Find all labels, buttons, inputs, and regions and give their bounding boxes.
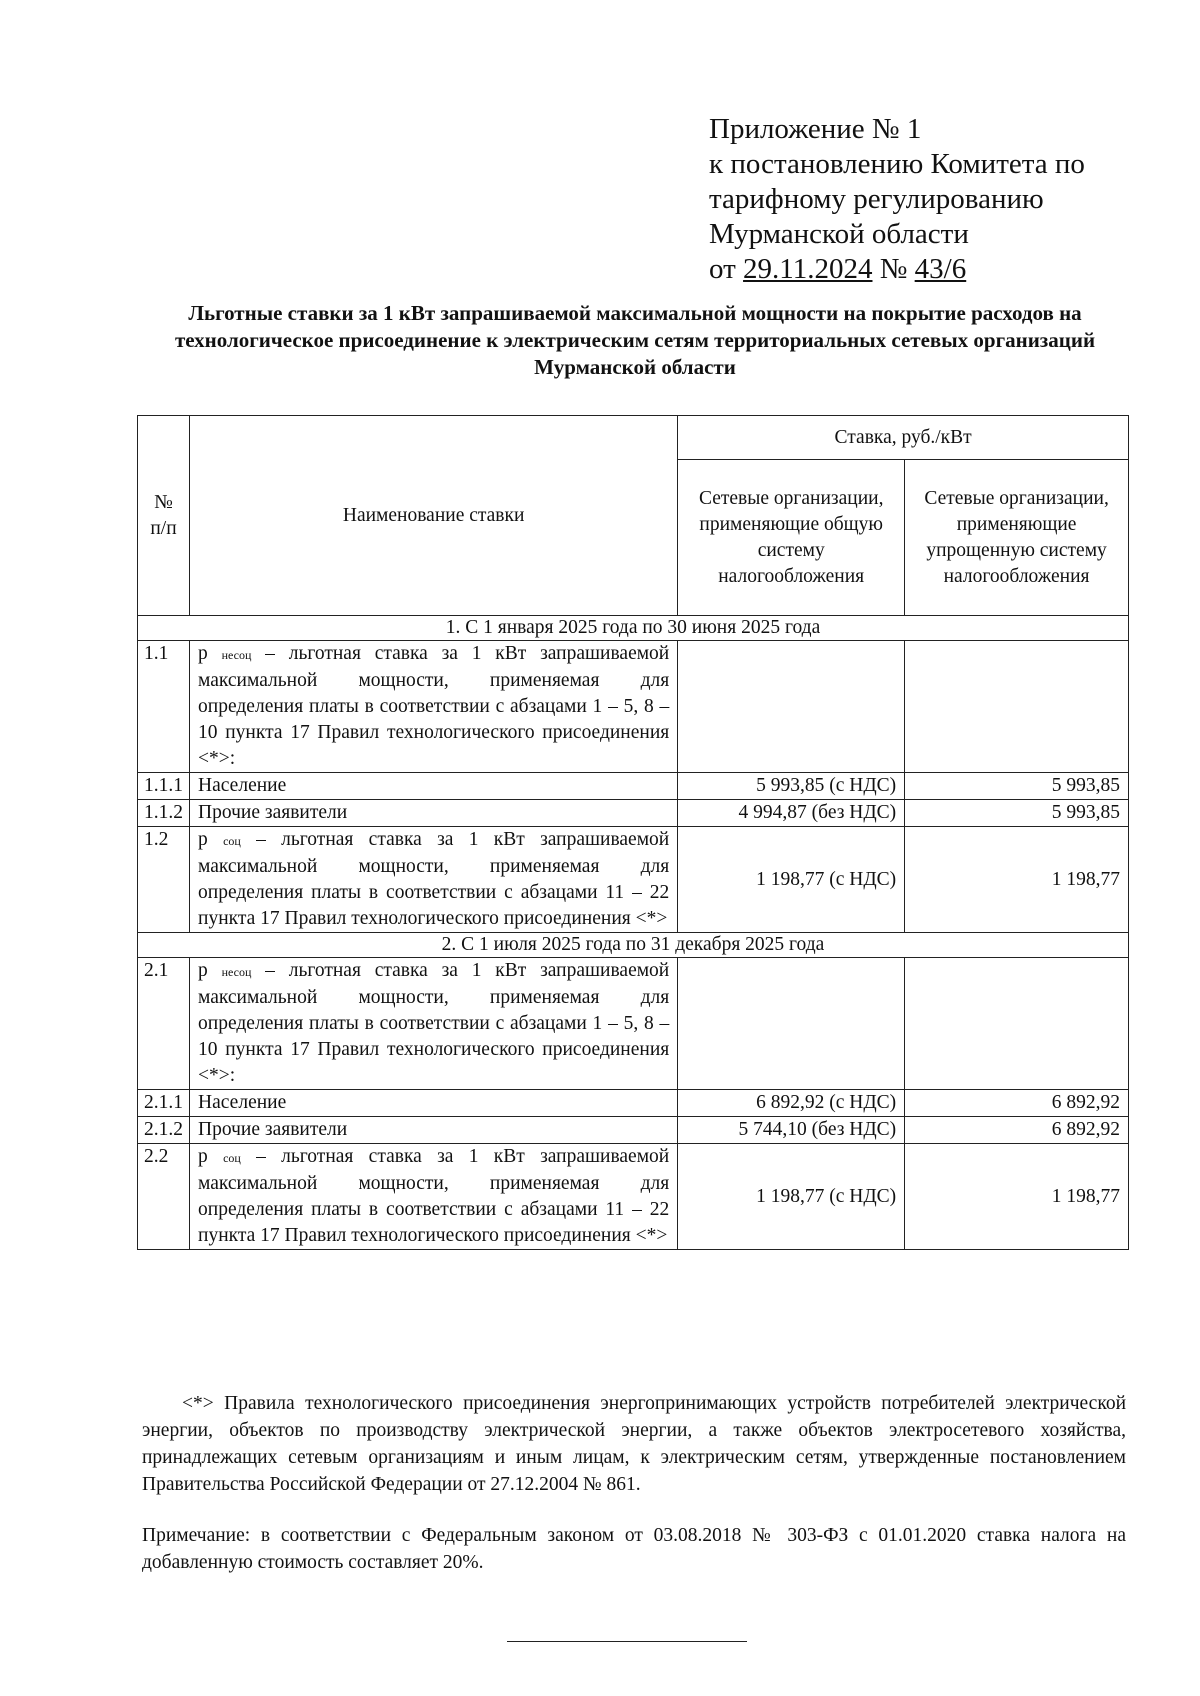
rate-description: – льготная ставка за 1 кВт запрашиваемой максимальной мощности, применяемая для определения платы в соответствии с абзацами 1 – 5, 8 – 10 пункта 17 Правил технологического присоединения <*>:	[198, 960, 670, 1086]
row-number: 1.1	[138, 641, 190, 773]
rate-symbol: р	[198, 643, 208, 664]
header-general-tax: Сетевые организации, применяющие общую систему налогообложения	[678, 460, 905, 616]
document-title: Льготные ставки за 1 кВт запрашиваемой максимальной мощности на покрытие расходов на технологическое присоединение к электрическим сетям территориальных сетевых организаций Мурманской области	[174, 301, 1096, 379]
rate-symbol-subscript: соц	[223, 1151, 241, 1165]
table-row	[138, 1144, 1129, 1250]
table-row	[138, 1090, 1129, 1117]
rate-general-tax: 5 744,10 (без НДС)	[678, 1117, 905, 1144]
rate-general-tax: 5 993,85 (с НДС)	[678, 773, 905, 800]
appendix-line-3: тарифному регулированию	[709, 183, 1044, 215]
signature-line	[507, 1641, 747, 1642]
rate-symbol-subscript: несоц	[221, 648, 252, 662]
rate-general-tax: 1 198,77 (с НДС)	[678, 1144, 905, 1250]
rate-name	[190, 958, 678, 1090]
header-num: № п/п	[138, 416, 190, 616]
rate-general-tax: 4 994,87 (без НДС)	[678, 800, 905, 827]
rates-table-body	[138, 616, 1129, 1250]
appendix-header	[709, 112, 1149, 287]
footnote: <*> Правила технологического присоединения энергопринимающих устройств потребителей электрической энергии, объектов по производству электрической энергии, а также объектов электросетевого хозяйства, принадлежащих сетевым организациям и иным лицам, к электрическим сетям, утвержденные постановлением Правительства Российской Федерации от 27.12.2004 № 861.	[142, 1393, 1126, 1495]
rate-description: – льготная ставка за 1 кВт запрашиваемой максимальной мощности, применяемая для определения платы в соответствии с абзацами 1 – 5, 8 – 10 пункта 17 Правил технологического присоединения <*>:	[198, 643, 670, 769]
rate-simplified-tax: 1 198,77	[905, 1144, 1129, 1250]
table-row	[138, 773, 1129, 800]
rate-simplified-tax	[905, 958, 1129, 1090]
table-row	[138, 800, 1129, 827]
section-title: 2. С 1 июля 2025 года по 31 декабря 2025 года	[138, 933, 1129, 958]
section-row	[138, 616, 1129, 641]
row-number: 2.1	[138, 958, 190, 1090]
row-number: 2.2	[138, 1144, 190, 1250]
section-title: 1. С 1 января 2025 года по 30 июня 2025 года	[138, 616, 1129, 641]
rate-symbol: р	[198, 1146, 208, 1167]
appendix-line-2: к постановлению Комитета по	[709, 148, 1085, 180]
rate-symbol-subscript: несоц	[221, 965, 252, 979]
rate-name: Прочие заявители	[190, 1117, 678, 1144]
header-rate: Ставка, руб./кВт	[678, 416, 1129, 460]
row-number: 1.1.2	[138, 800, 190, 827]
rate-simplified-tax: 1 198,77	[905, 827, 1129, 933]
rate-general-tax	[678, 641, 905, 773]
header-name: Наименование ставки	[190, 416, 678, 616]
appendix-date: 29.11.2024	[743, 253, 873, 285]
row-number: 2.1.1	[138, 1090, 190, 1117]
row-number: 1.1.1	[138, 773, 190, 800]
appendix-line-4: Мурманской области	[709, 218, 969, 250]
table-row	[138, 641, 1129, 773]
rate-general-tax	[678, 958, 905, 1090]
rate-symbol: р	[198, 829, 208, 850]
rate-description: – льготная ставка за 1 кВт запрашиваемой максимальной мощности, применяемая для определения платы в соответствии с абзацами 11 – 22 пункта 17 Правил технологического присоединения <*>	[198, 1146, 670, 1246]
rate-name	[190, 827, 678, 933]
row-number: 1.2	[138, 827, 190, 933]
rate-name	[190, 641, 678, 773]
appendix-line-1: Приложение № 1	[709, 113, 922, 145]
appendix-number-prefix: №	[872, 253, 915, 285]
appendix-date-prefix: от	[709, 253, 744, 285]
rate-simplified-tax	[905, 641, 1129, 773]
rate-symbol: р	[198, 960, 208, 981]
rate-simplified-tax: 5 993,85	[905, 773, 1129, 800]
rate-simplified-tax: 6 892,92	[905, 1117, 1129, 1144]
rate-general-tax: 6 892,92 (с НДС)	[678, 1090, 905, 1117]
rate-description: – льготная ставка за 1 кВт запрашиваемой максимальной мощности, применяемая для определения платы в соответствии с абзацами 11 – 22 пункта 17 Правил технологического присоединения <*>	[198, 829, 670, 929]
note: Примечание: в соответствии с Федеральным законом от 03.08.2018 № 303-ФЗ с 01.01.2020 ставка налога на добавленную стоимость составляет 20%.	[142, 1525, 1126, 1573]
rate-simplified-tax: 6 892,92	[905, 1090, 1129, 1117]
rate-general-tax: 1 198,77 (с НДС)	[678, 827, 905, 933]
appendix-number: 43/6	[914, 253, 967, 285]
section-row	[138, 933, 1129, 958]
row-number: 2.1.2	[138, 1117, 190, 1144]
table-row	[138, 958, 1129, 1090]
rate-name: Население	[190, 1090, 678, 1117]
header-simplified-tax: Сетевые организации, применяющие упрощенную систему налогообложения	[905, 460, 1129, 616]
rate-name	[190, 1144, 678, 1250]
rate-name: Население	[190, 773, 678, 800]
appendix-date-line	[709, 252, 1149, 287]
rate-simplified-tax: 5 993,85	[905, 800, 1129, 827]
rate-symbol-subscript: соц	[223, 834, 241, 848]
table-row	[138, 827, 1129, 933]
rates-table	[137, 415, 1129, 1250]
table-row	[138, 1117, 1129, 1144]
rate-name: Прочие заявители	[190, 800, 678, 827]
